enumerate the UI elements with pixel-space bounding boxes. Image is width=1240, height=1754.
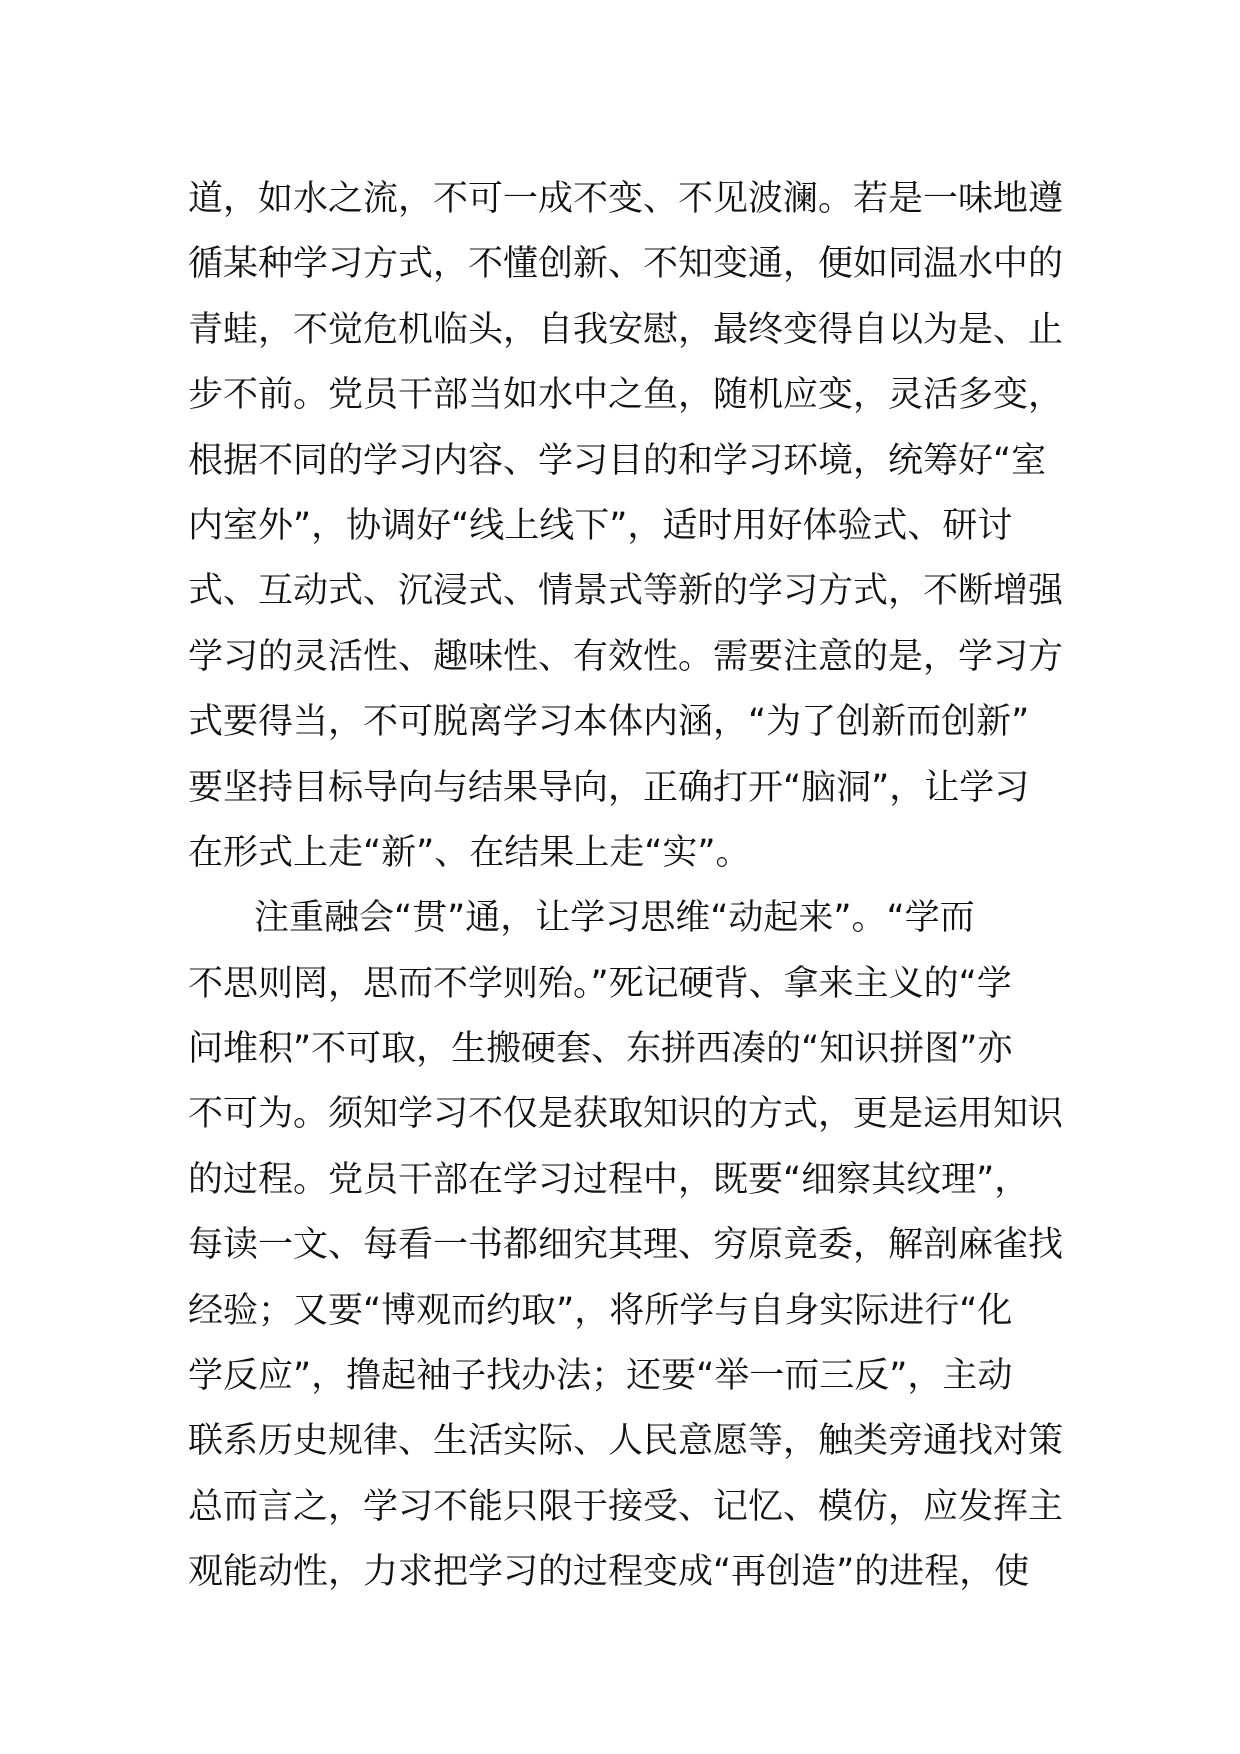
text-line: 经验；又要“博观而约取”，将所学与自身实际进行“化: [188, 1290, 1013, 1331]
text-line: 内室外”，协调好“线上线下”，适时用好体验式、研讨: [188, 505, 1013, 546]
text-line: 学习的灵活性、趣味性、有效性。需要注意的是，学习方: [188, 636, 1064, 677]
text-line: 观能动性，力求把学习的过程变成“再创造”的进程，使: [188, 1552, 1030, 1593]
text-line: 式要得当，不可脱离学习本体内涵，“为了创新而创新”: [188, 702, 1030, 743]
body-text: [188, 167, 1068, 1606]
text-line: 循某种学习方式，不懂创新、不知变通，便如同温水中的: [188, 244, 1064, 285]
text-line: 步不前。党员干部当如水中之鱼，随机应变，灵活多变，: [188, 375, 1064, 416]
text-line: 道，如水之流，不可一成不变、不见波澜。若是一味地遵: [188, 179, 1064, 219]
text-line: 学反应”，撸起袖子找办法；还要“举一而三反”，主动: [188, 1356, 1013, 1397]
text-line: 在形式上走“新”、在结果上走“实”。: [188, 832, 751, 873]
text-line: 每读一文、每看一书都细究其理、穷原竟委，解剖麻雀找: [188, 1225, 1064, 1266]
text-line: 的过程。党员干部在学习过程中，既要“细察其纹理”，: [188, 1159, 1030, 1200]
text-line: 青蛙，不觉危机临头，自我安慰，最终变得自以为是、止: [188, 309, 1064, 350]
paragraph-2: [188, 886, 1068, 1605]
text-line: 根据不同的学习内容、学习目的和学习环境，统筹好“室: [188, 440, 1047, 481]
text-line: 不可为。须知学习不仅是获取知识的方式，更是运用知识: [188, 1094, 1064, 1135]
text-line: 问堆积”不可取，生搬硬套、东拼西凑的“知识拼图”亦: [188, 1029, 1013, 1070]
text-line: 注重融会“贯”通，让学习思维“动起来”。“学而: [254, 898, 975, 939]
text-line: 不思则罔，思而不学则殆。”死记硬背、拿来主义的“学: [188, 963, 1012, 1004]
paragraph-1: [188, 167, 1068, 886]
text-line: 式、互动式、沉浸式、情景式等新的学习方式，不断增强: [188, 571, 1064, 612]
text-line: 要坚持目标导向与结果导向，正确打开“脑洞”，让学习: [188, 767, 1030, 808]
text-line: 总而言之，学习不能只限于接受、记忆、模仿，应发挥主: [188, 1486, 1064, 1527]
text-line: 联系历史规律、生活实际、人民意愿等，触类旁通找对策: [188, 1421, 1064, 1462]
